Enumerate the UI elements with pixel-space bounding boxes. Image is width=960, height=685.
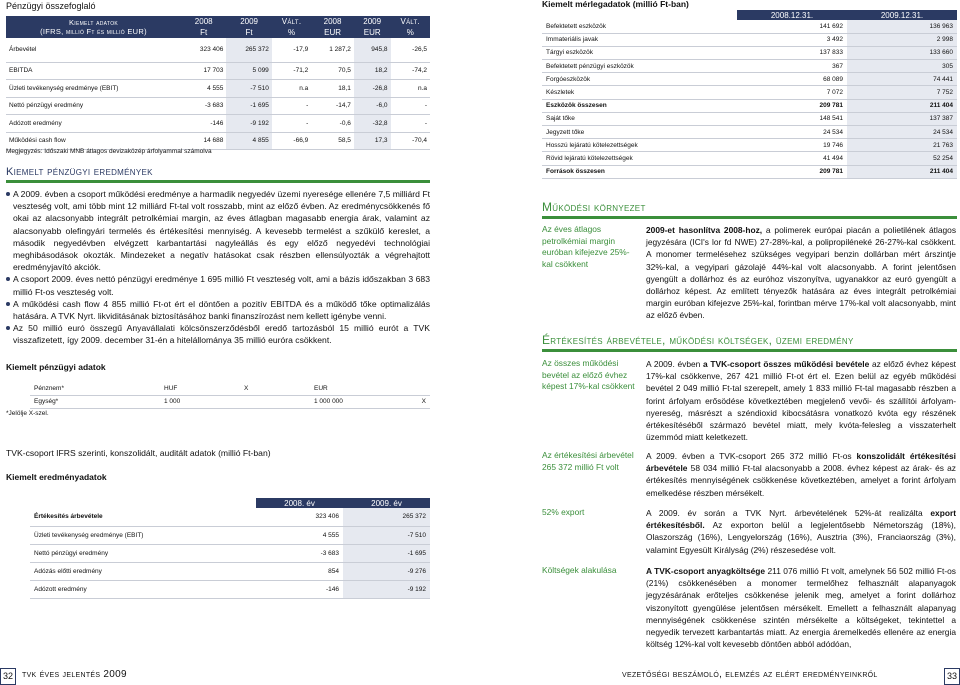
section-rule bbox=[542, 216, 957, 219]
table-row: Rövid lejáratú kötelezettségek 41 494 52 254 bbox=[542, 152, 957, 165]
right-page-header: Kiemelt mérlegadatok (millió Ft-ban) bbox=[542, 0, 689, 9]
bullet-item: Az 50 millió euró összegű Anyavállalati kölcsönszerződésből eredő tartozásból 15 millió eurót a TVK visszafizetett, így 2009. december 31-én a hitelállománya 35 millió euróra csökkent. bbox=[6, 322, 430, 346]
table-row: EBITDA 17 703 5 099 -71,2 70,5 18,2 -74,2 bbox=[6, 62, 430, 80]
bullet-item: A 2009. évben a csoport működési eredménye a harmadik negyedév üzemi nyeresége ellenére 7,5 milliárd Ft veszteség volt, ami több mint 12 milliárd Ft-tal volt rosszabb, mint az előző évben. Az eredménycsökkenés fő okai az alacsonyabb integrált petrolkémiai margin, az éves átlagban magasabb energia árak, valamint az alacsonyabb olefingyári termelés és értékesítési mennyiség. A kevesebb termelést a szűkülő kereslet, a második negyedévben elvégzett karbantartási nagyleállás és egy előző negyedévi technológiai meghibásodások okozták. Mindezeket a negatív hatásokat csak részben ellensúlyozták a végrehajtott eredményjavító akciók. bbox=[6, 188, 430, 273]
income-table bbox=[30, 498, 430, 599]
side-note-export: 52% export bbox=[542, 507, 585, 517]
tvk-title: TVK-csoport IFRS szerinti, konszolidált, auditált adatok (millió Ft-ban) bbox=[6, 448, 271, 458]
col-head: 2009. év bbox=[343, 498, 430, 508]
bullet-item: A működési cash flow 4 855 millió Ft-ot ért el döntően a pozitív EBITDA és a működő tőke optimalizálás hatására. A TVK Nyrt. likviditásának biztosításához banki finanszírozást nem kellett igénybe venni. bbox=[6, 298, 430, 322]
side-note-costs: Költségek alakulása bbox=[542, 565, 617, 575]
col-head: 2008 bbox=[311, 16, 354, 27]
table-row: Működési cash flow 14 688 4 855 -66,9 58,5 17,3 -70,4 bbox=[6, 132, 430, 150]
financial-bullets bbox=[6, 188, 430, 347]
eredmeny-title: Kiemelt eredményadatok bbox=[6, 472, 107, 482]
side-note-sales: Az értékesítési árbevétel 265 372 millió Ft volt bbox=[542, 450, 634, 472]
col-head: 2009 bbox=[226, 16, 271, 27]
table-row: Pénznem* HUF X EUR bbox=[30, 382, 430, 395]
key-table-title: Kiemelt adatok (IFRS, millió Ft és millió EUR) bbox=[6, 16, 181, 38]
table-row: Eszközök összesen 209 781 211 404 bbox=[542, 99, 957, 112]
table-row: Adózott eredmény -146 -9 192 bbox=[30, 580, 430, 598]
table-row: Készletek 7 072 7 752 bbox=[542, 86, 957, 99]
key-data-table bbox=[6, 16, 430, 150]
currency-footnote: *Jelölje X-szel. bbox=[6, 410, 49, 417]
currency-table bbox=[30, 382, 430, 409]
footer-right: vezetőségi beszámoló, elemzés az elért eredményeinkről bbox=[622, 669, 878, 680]
bullet-item: A csoport 2009. éves nettó pénzügyi eredménye 1 695 millió Ft veszteség volt, ami a bázis időszakban 3 683 millió Ft-os veszteség volt. bbox=[6, 273, 430, 297]
costs-text: A TVK-csoport anyagköltsége 211 076 millió Ft volt, amelynek 56 502 millió Ft-os (21%) csökkenésében a monomer termelőhez felhasznált alapanyagok jegyzésárának erőteljes csökkenése jelenik meg, amelyet a forint dollárhoz viszonyított gyengülése jelentősen mérsékelt. Emellett a felhasznált alapanyag mennyiségének csökkenése szintén mérsékelte a költségeket, tekintettel a negyedik tervezett karbantartás miatt. Az energia áremelkedés ellenére az energia költség 12%-kal volt kevesebb döntően abból adódóan, bbox=[646, 566, 956, 650]
col-head: 2008. év bbox=[256, 498, 343, 508]
section-title-environment: Működési környezet bbox=[542, 200, 646, 214]
col-unit: % bbox=[272, 27, 311, 38]
table-row: Adózás előtti eredmény 854 -9 276 bbox=[30, 562, 430, 580]
table-row: Üzleti tevékenység eredménye (EBIT) 4 555 -7 510 bbox=[30, 526, 430, 544]
table-row: Egység* 1 000 1 000 000 X bbox=[30, 395, 430, 408]
environment-text: 2009-et hasonlítva 2008-hoz, a polimerek európai piacán a polietilének átlagos jegyzésára (ICI's lor fd NWE) 27-28%-kal, a polipropiléneké 26-27%-kal csökkent. A monomer termelésehez szükséges vegyipari benzin dollárban mért árszintje 32%-kal, a vegyipari gázolajé 44%-kal volt alacsonyabb. A forint jelentősen gyengült a dollárhoz és az euróhoz viszonyítva, ugyanakkor az euró gyengült a dollárhoz képest. Az említett tényezők hatására az éves integrált petrolkémiai margin euróban kifejezve 25%-kal, forintban mérve 17%-kal volt alacsonyabb, mint az előző évben. bbox=[646, 225, 957, 321]
col-head: 2009.12.31. bbox=[847, 10, 957, 20]
table-row: Forgóeszközök 68 089 74 441 bbox=[542, 73, 957, 86]
section-title-sales: Értékesítés árbevétele, működési költségek, üzemi eredmény bbox=[542, 333, 854, 347]
table-row: Nettó pénzügyi eredmény -3 683 -1 695 - -14,7 -6,0 - bbox=[6, 97, 430, 115]
col-head: Vált. bbox=[272, 16, 311, 27]
table-row: Befektetett eszközök 141 692 136 963 bbox=[542, 20, 957, 33]
page-number-right: 33 bbox=[944, 668, 960, 685]
col-unit: EUR bbox=[354, 27, 391, 38]
table-note: Megjegyzés: Időszaki MNB átlagos devizaközép árfolyammal számolva bbox=[6, 148, 212, 155]
kiemelt-title: Kiemelt pénzügyi adatok bbox=[6, 362, 106, 372]
section-rule bbox=[542, 349, 957, 352]
side-note-revenue: Az összes működési bevétel az előző évhez képest 17%-kal csökkent bbox=[542, 358, 635, 392]
table-row: Értékesítés árbevétele 323 406 265 372 bbox=[30, 508, 430, 526]
table-row: Befektetett pénzügyi eszközök 367 305 bbox=[542, 60, 957, 73]
col-unit: % bbox=[391, 27, 431, 38]
col-unit: EUR bbox=[311, 27, 354, 38]
table-row: Immateriális javak 3 492 2 998 bbox=[542, 33, 957, 46]
table-row: Tárgyi eszközök 137 833 133 660 bbox=[542, 46, 957, 59]
col-unit: Ft bbox=[226, 27, 271, 38]
col-head: 2008.12.31. bbox=[737, 10, 847, 20]
table-row: Nettó pénzügyi eredmény -3 683 -1 695 bbox=[30, 544, 430, 562]
table-row: Hosszú lejáratú kötelezettségek 19 746 21 763 bbox=[542, 139, 957, 152]
table-row: Források összesen 209 781 211 404 bbox=[542, 165, 957, 178]
table-row: Jegyzett tőke 24 534 24 534 bbox=[542, 126, 957, 139]
table-row: Saját tőke 148 541 137 387 bbox=[542, 112, 957, 125]
section-title-financial: Kiemelt pénzügyi eredmények bbox=[6, 166, 153, 178]
export-text: A 2009. év során a TVK Nyrt. árbevételének 52%-át realizálta export értékesítésből. Az exporton belül a legjelentősebb Németország (18%), Olaszország (16%), Lengyelország (16%), Ausztria (3%), Franciaország (3%), valamint Egyesült Királyság (2%) részesedése volt. bbox=[646, 508, 956, 555]
page-number-left: 32 bbox=[0, 668, 16, 685]
col-head: Vált. bbox=[391, 16, 431, 27]
col-head: 2009 bbox=[354, 16, 391, 27]
side-note-environment: Az éves átlagos petrolkémiai margin euróban kifejezve 25%-kal csökkent bbox=[542, 224, 630, 269]
table-row: Árbevétel 323 406 265 372 -17,9 1 287,2 945,8 -26,5 bbox=[6, 38, 430, 62]
balance-table bbox=[542, 10, 957, 179]
revenue-text: A 2009. évben a TVK-csoport összes működési bevétele az előző évhez képest 17%-kal csökkenve, 267 421 millió Ft-ot ért el. Ezen belül az egyéb működési bevétel 2 049 millió Ft-tal szerepelt, amely 1 833 millió Ft-tal magasabb részben a forint árfolyam erősödése következtében megjelenő vevői- és szállítói árfolyam-nyereség, másrészt a széndioxid kibocsátásra vonatkozó kvóta egy részének értékesítéséből származó bevétel miatt, mely kvóta-felesleg a visszaterhelt üzemmód miatt keletkezett. bbox=[646, 359, 957, 443]
table-row: Adózott eredmény -146 -9 192 - -0,6 -32,8 - bbox=[6, 115, 430, 133]
footer-left: tvk éves jelentés 2009 bbox=[22, 669, 127, 680]
col-unit: Ft bbox=[181, 27, 226, 38]
left-page-header: Pénzügyi összefoglaló bbox=[6, 1, 96, 11]
col-head: 2008 bbox=[181, 16, 226, 27]
section-rule bbox=[6, 180, 430, 183]
table-row: Üzleti tevékenység eredménye (EBIT) 4 555 -7 510 n.a 18,1 -26,8 n.a bbox=[6, 80, 430, 98]
sales-text: A 2009. évben a TVK-csoport 265 372 millió Ft-os konszolidált értékesítési árbevétele 58 034 millió Ft-tal alacsonyabb a 2008. évhez képest az árak- és az értékesítés mennyiségének csökkenése következtében, amelyet a forint árfolyam emelkedése részben mérsékelt. bbox=[646, 451, 956, 498]
